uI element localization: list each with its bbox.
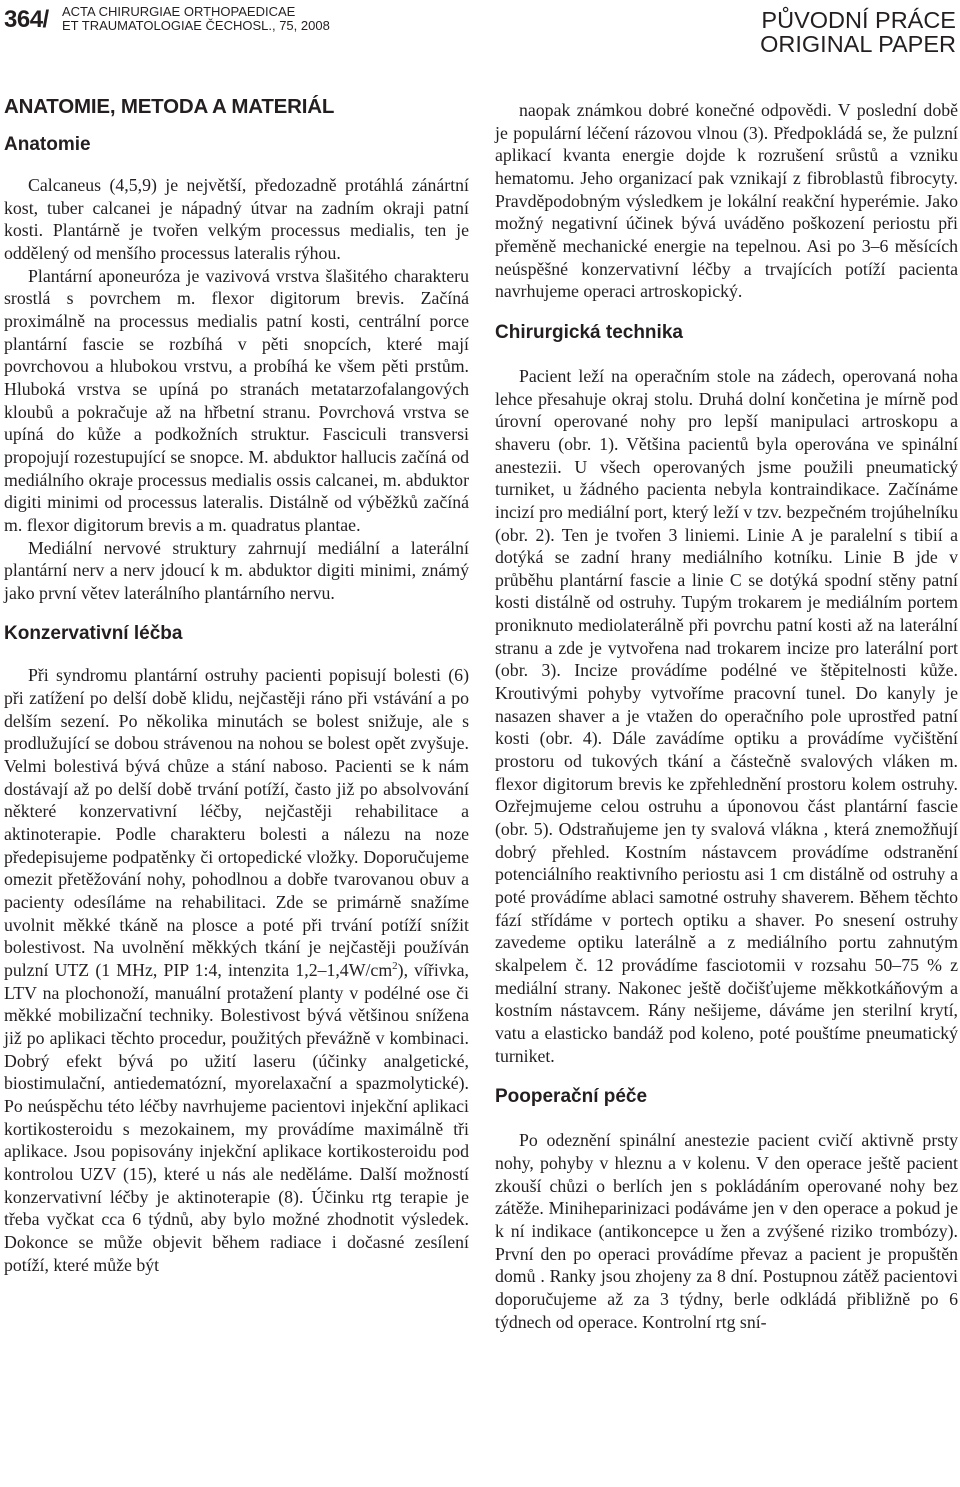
section-type [760, 8, 956, 56]
subheading-anatomy: Anatomie [4, 134, 91, 155]
paragraph: Po odeznění spinální anestezie pacient cvičí aktivně prsty nohy, pohyby v hleznu a v kolenu. V den operace ještě pacient zkouší chůzi o berlích jen s pokládáním operované nohy bez zátěže. Miniheparinizaci podáváme jen v den operace a pokud je k ní indikace (antikoncepce u žen a zvýšené riziko trombózy). První den po operaci provádíme převaz a pacient je propuštěn domů . Ranky jsou zhojeny za 8 dní. Postupnou zátěž pacientovi doporučujeme až za 3 týdny, berle odkládá přibližně po 6 týdnech od operace. Kontrolní rtg sní- [495, 1130, 958, 1332]
paragraph: Pacient leží na operačním stole na zádech, operovaná noha lehce přesahuje okraj stolu. Druhá dolní končetina je mírně pod úrovní operované nohy pro lepší manipulaci artroskopu a shaveru (obr. 1). Většina pacientů byla operována ve spinální anestezii. U všech operovaných jsme použili pneumatický turniket, u žádného pacienta nebyla kontraindikace. Začínáme incizí pro mediální port, který leží v tzv. bezpečném trojúhelníku (obr. 2). Ten je tvořen 3 liniemi. Linie A je paralelní s tibií a dotýká se zadní hrany mediálního kotníku. Linie B jde v průběhu plantární fascie a linie C se dotýká spodní stěny patní kosti distálně od ostruhy. Tupým trokarem je mediálním portem proniknuto mediolaterálně při povrchu patní kosti až na laterální stranu a zde je vytvořena nad trokarem incize pro laterální port (obr. 3). Incize provádíme podélné ve štěpitelnosti kůže. Kroutivými pohyby vytvoříme pracovní tunel. Do kanyly je nasazen shaver a je vtažen do operačního pole uprostřed patní kosti (obr. 4). Dále zavádíme optiku a provádíme vyčištění prostoru od tukových tkání a částečně svalových vláken m. flexor digitorum brevis ke zpřehlednění prostoru kolem ostruhy. Ozřejmujeme celou ostruhu a úponovou část plantární fascie (obr. 5). Odstraňujeme jen ty svalová vlákna , která znemožňují dobrý přehled. Kostním nástavcem provádíme odstranění potenciálního reaktivního periostu asi 1 cm distálně od ostruhy a poté provádíme ablaci samotné ostruhy shaverem. Během těchto fází střídáme v portech optiku a shaver. Po snesení ostruhy zavedeme optiku laterálně a z mediálního portu zahnutým skalpelem č. 12 provádíme fasciotomii v rozsahu 50–75 % z mediální strany. Nakonec ještě dočišťujeme měkkotkáňovým a kostním nástavcem. Rány nešijeme, dáváme jen sterilní krytí, vatu a elasticko bandáž pod koleno, poté pouštíme pneumatický turniket. [495, 365, 958, 1066]
page-header [0, 0, 960, 62]
page-number: 364/ [4, 6, 49, 33]
subheading-surgical-technique: Chirurgická technika [495, 321, 683, 343]
right-column [495, 99, 958, 1333]
paragraph: Plantární aponeuróza je vazivová vrstva šlašitého charakteru srostlá s povrchem m. flexor digitorum brevis. Začíná proximálně na processus medialis patní kosti, centrální porce plantární fascie se rozbíhá v pěti snopcích, které mají povrchovou a hlubokou vrstvu, a probíhá ke všem pěti prstům. Hluboká vrstva se upíná po stranách metatarzofalangových kloubů a pokračuje až na hřbetní stranu. Povrchová vrstva se upíná do kůže a podkožních struktur. Fasciculi transversi propojují rozestupující se snopce. M. abduktor hallucis začíná od mediálního okraje processus medialis ossis calcanei, m. abduktor digiti minimi od processus lateralis. Distálně od výběžků začíná m. flexor digitorum brevis a m. quadratus plantae. [4, 265, 469, 535]
subheading-postoperative-care: Pooperační péče [495, 1086, 648, 1108]
journal-title [62, 5, 330, 32]
section-type-czech: PŮVODNÍ PRÁCE [761, 7, 956, 33]
paragraph: Calcaneus (4,5,9) je největší, předozadně protáhlá zánártní kost, tuber calcanei je nápadný útvar na zadním okraji patní kosti. Plantárně je tvořen velkým processus medialis, ten je oddělený od menšího processus lateralis rýhou. [4, 175, 469, 263]
section-type-english: ORIGINAL PAPER [760, 31, 956, 57]
paragraph: naopak známkou dobré konečné odpovědi. V poslední době je populární léčení rázovou vlnou (3). Předpokládá se, že pulzní aplikací kvanta energie dojde k rozrušení srůstů a vzniku hematomu. Jeho organizací pak vznikají z fibroblastů fibrocyty. Pravděpodobným výsledkem je lokální reakční hyperémie. Jako možný negativní účinek bývá uváděno poškození periostu při přeměně mechanické energie na tepelnou. Asi po 3–6 měsících neúspěšné konzervativní léčby a trvajících potíží pacienta navrhujeme operaci artroskopický. [495, 100, 958, 302]
subheading-conservative-treatment: Konzervativní léčba [4, 623, 183, 645]
journal-title-line-2: ET TRAUMATOLOGIAE ČECHOSL., 75, 2008 [62, 17, 330, 33]
superscript: 2 [392, 960, 398, 973]
paragraph [4, 664, 469, 1276]
paragraph-text: Při syndromu plantární ostruhy pacienti popisují bolesti (6) při zatížení po delší době klidu, nejčastěji ráno při vstávání a po delším sezení. Po několika minutách se bolest snižuje, ale s prodlužující se dobou strávenou na nohou se bolest opět zvyšuje. Velmi bolestivá bývá chůze a stání naboso. Pacienti se k nám dostávají až po delší době trvání potíží, často již po absolvování některé konzervativní léčby, nejčastěji rehabilitace a aktinoterapie. Podle charakteru bolesti a nálezu na noze předepisujeme podpatěnky či ortopedické vložky. Doporučujeme omezit přetěžování nohy, pohodlnou a dobře tvarovanou obuv a pacienty odesíláme na rehabilitaci. Zde se primárně snažíme uvolnit měkké tkáně na plosce a poté při trvání potíží snížit bolestivost. Na uvolnění měkkých tkání je nejčastěji používán pulzní UTZ (1 MHz, PIP 1:4, intenzita 1,2–1,4W/cm [4, 665, 469, 980]
left-column [4, 95, 469, 1276]
paragraph: Mediální nervové struktury zahrnují mediální a laterální plantární nerv a nerv jdoucí k m. abduktor digiti minimi, známý jako první větev laterálního plantárního nervu. [4, 537, 469, 603]
section-heading-methods: ANATOMIE, METODA A MATERIÁL [4, 95, 335, 118]
journal-title-line-1: ACTA CHIRURGIAE ORTHOPAEDICAE [62, 4, 296, 19]
paragraph-text: ), vířivka, LTV na plochonoží, manuální protažení planty v podélné ose či měkké mobilizační techniky. Bolestivost bývá většinou snížena již po aplikaci těchto procedur, použitých převážně v kombinaci. Dobrý efekt bývá po užití laseru (účinky analgetické, biostimulační, antiedematózní, myorelaxační a spazmolytické). Po neúspěchu této léčby navrhujeme pacientovi injekční aplikaci kortikosteroidu s mezokainem, my provádíme maximálně tři aplikace. Jsou popisovány injekční aplikace kortikosteroidu pod kontrolou UZV (15), které u nás ale neděláme. Další možností konzervativní léčby je aktinoterapie (8). Účinku rtg terapie je třeba vyčkat cca 6 týdnů, aby bylo možné zhodnotit výsledek. Dokonce se může objevit během radiace i dočasné zesílení potíží, které může být [4, 960, 469, 1275]
